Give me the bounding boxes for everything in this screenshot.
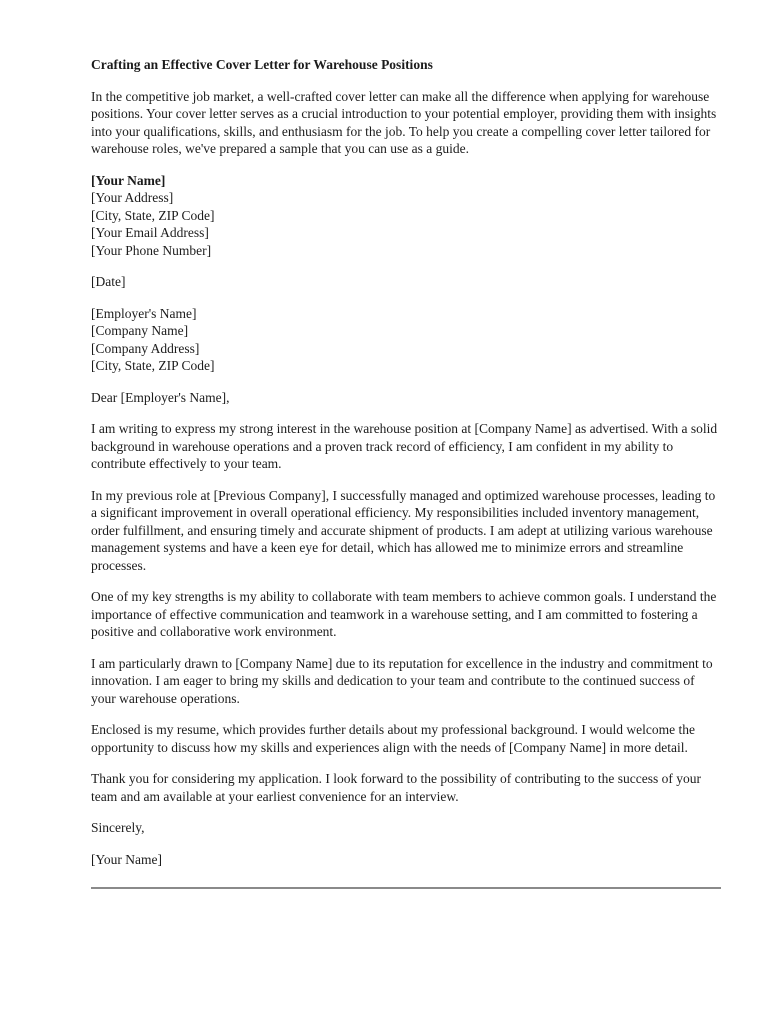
body-paragraph-5: Enclosed is my resume, which provides further details about my professional background. I would welcome the opportunity to discuss how my skills and experiences align with the needs of [Company Name] in more detail. — [91, 722, 695, 755]
document-title: Crafting an Effective Cover Letter for Warehouse Positions — [91, 57, 433, 72]
body-paragraph-3: One of my key strengths is my ability to collaborate with team members to achieve common goals. I understand the importance of effective communication and teamwork in a warehouse setting, and I am committed to fostering a positive and collaborative work environment. — [91, 589, 717, 639]
sender-address-block — [91, 172, 721, 260]
salutation-line: Dear [Employer's Name], — [91, 389, 230, 405]
recipient-address-line: [Company Address] — [91, 340, 200, 356]
intro-paragraph: In the competitive job market, a well-crafted cover letter can make all the difference when applying for warehouse positions. Your cover letter serves as a crucial introduction to your potential employer, providing them with insights into your qualifications, skills, and enthusiasm for the job. To help you create a compelling cover letter tailored for warehouse roles, we've prepared a sample that you can use as a guide. — [91, 88, 717, 156]
sender-city-line: [City, State, ZIP Code] — [91, 207, 215, 223]
body-paragraph-2: In my previous role at [Previous Company], I successfully managed and optimized warehouse processes, leading to a significant improvement in overall operational efficiency. My responsibilities included inventory management, order fulfillment, and ensuring timely and accurate shipment of products. I am adept at utilizing various warehouse management systems and have a keen eye for detail, which has allowed me to minimize errors and streamline processes. — [91, 487, 716, 573]
recipient-company-line: [Company Name] — [91, 323, 189, 338]
sender-email-line: [Your Email Address] — [91, 225, 209, 240]
sender-address-line: [Your Address] — [91, 190, 174, 205]
signature-line: [Your Name] — [91, 851, 162, 867]
sender-phone-line: [Your Phone Number] — [91, 242, 212, 258]
body-paragraph-4: I am particularly drawn to [Company Name] due to its reputation for excellence in the industry and commitment to innovation. I am eager to bring my skills and dedication to your team and contribute to the continued success of your warehouse operations. — [91, 655, 713, 706]
recipient-address-block — [91, 305, 721, 375]
sender-name-line: [Your Name] — [91, 172, 166, 188]
closing-line: Sincerely, — [91, 820, 145, 835]
body-paragraph-6: Thank you for considering my application. I look forward to the possibility of contributing to the success of your team and am available at your earliest convenience for an interview. — [91, 771, 702, 804]
cover-letter-document — [91, 56, 721, 889]
footer-divider — [91, 887, 721, 889]
recipient-city-line: [City, State, ZIP Code] — [91, 358, 215, 373]
recipient-name-line: [Employer's Name] — [91, 305, 197, 321]
date-line: [Date] — [91, 274, 126, 289]
body-paragraph-1: I am writing to express my strong interest in the warehouse position at [Company Name] as advertised. With a solid background in warehouse operations and a proven track record of efficiency, I am confident in my ability to contribute effectively to your team. — [91, 421, 718, 471]
